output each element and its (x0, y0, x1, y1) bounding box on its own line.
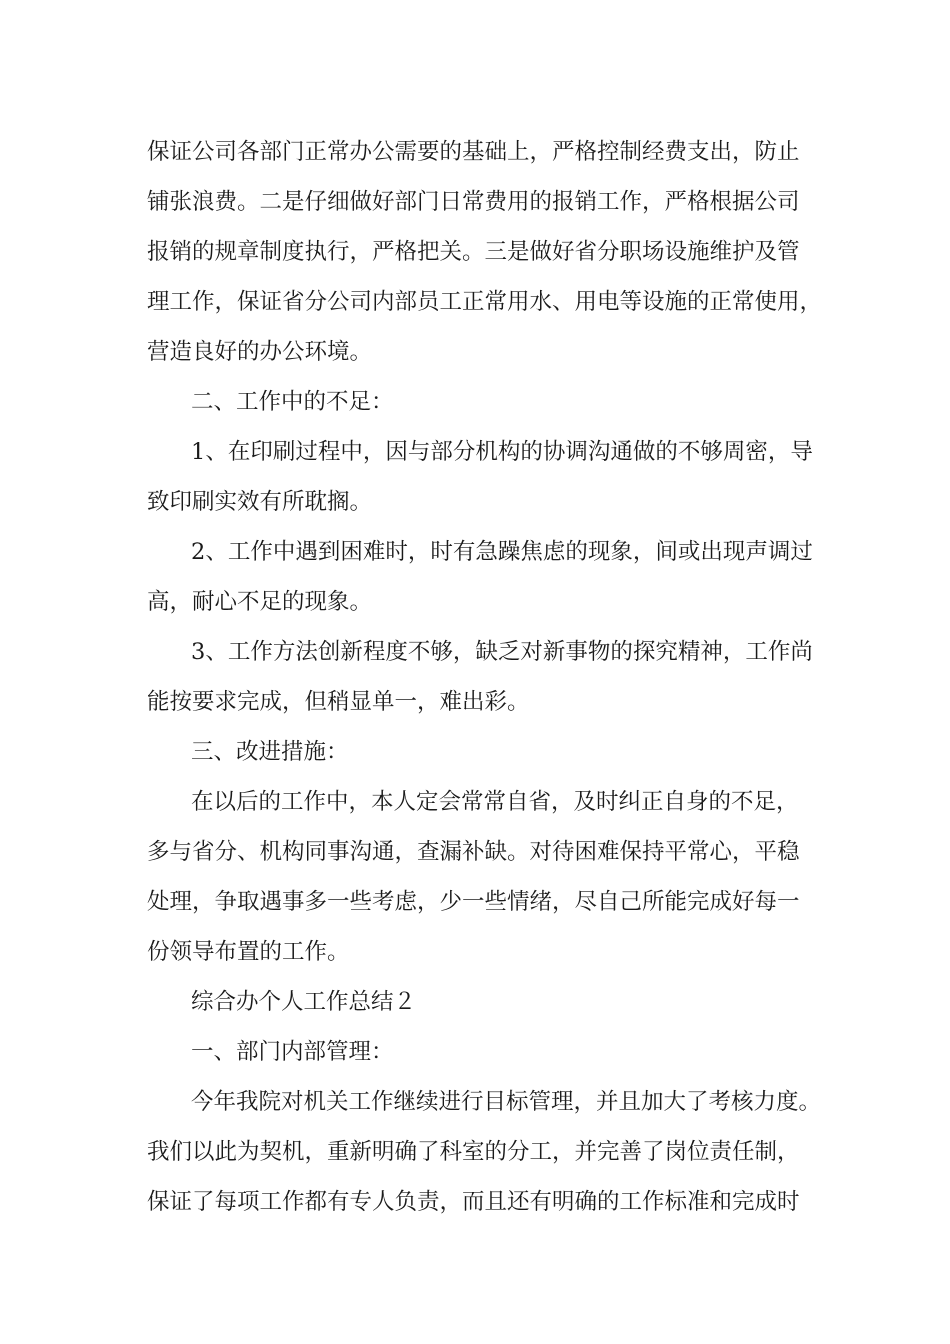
paragraph-line: 1、在印刷过程中，因与部分机构的协调沟通做的不够周密，导 (191, 439, 813, 465)
document-title: 综合办个人工作总结２ (191, 989, 417, 1015)
paragraph-line: 能按要求完成，但稍显单一，难出彩。 (147, 689, 530, 715)
paragraph-line: 理工作，保证省分公司内部员工正常用水、用电等设施的正常使用， (147, 289, 823, 315)
paragraph-line: 多与省分、机构同事沟通，查漏补缺。对待困难保持平常心，平稳 (147, 839, 800, 865)
paragraph-line: 保证了每项工作都有专人负责，而且还有明确的工作标准和完成时 (147, 1189, 800, 1215)
paragraph-line: 营造良好的办公环境。 (147, 339, 373, 365)
section-heading: 三、改进措施： (191, 739, 349, 765)
paragraph-line: 2、工作中遇到困难时，时有急躁焦虑的现象，间或出现声调过 (191, 539, 813, 565)
paragraph-line: 保证公司各部门正常办公需要的基础上，严格控制经费支出，防止 (147, 139, 800, 165)
paragraph-line: 致印刷实效有所耽搁。 (147, 489, 373, 515)
paragraph-line: 高，耐心不足的现象。 (147, 589, 373, 615)
paragraph-line: 我们以此为契机，重新明确了科室的分工，并完善了岗位责任制， (147, 1139, 800, 1165)
paragraph-line: 处理，争取遇事多一些考虑，少一些情绪，尽自己所能完成好每一 (147, 889, 800, 915)
paragraph-line: 报销的规章制度执行，严格把关。三是做好省分职场设施维护及管 (147, 239, 800, 265)
paragraph-line: 铺张浪费。二是仔细做好部门日常费用的报销工作，严格根据公司 (147, 189, 800, 215)
paragraph-line: 3、工作方法创新程度不够，缺乏对新事物的探究精神，工作尚 (191, 639, 813, 665)
section-heading: 二、工作中的不足： (191, 389, 394, 415)
paragraph-line: 在以后的工作中，本人定会常常自省，及时纠正自身的不足， (191, 789, 799, 815)
paragraph-line: 份领导布置的工作。 (147, 939, 350, 965)
paragraph-line: 今年我院对机关工作继续进行目标管理，并且加大了考核力度。 (191, 1089, 822, 1115)
section-heading: 一、部门内部管理： (191, 1039, 394, 1065)
